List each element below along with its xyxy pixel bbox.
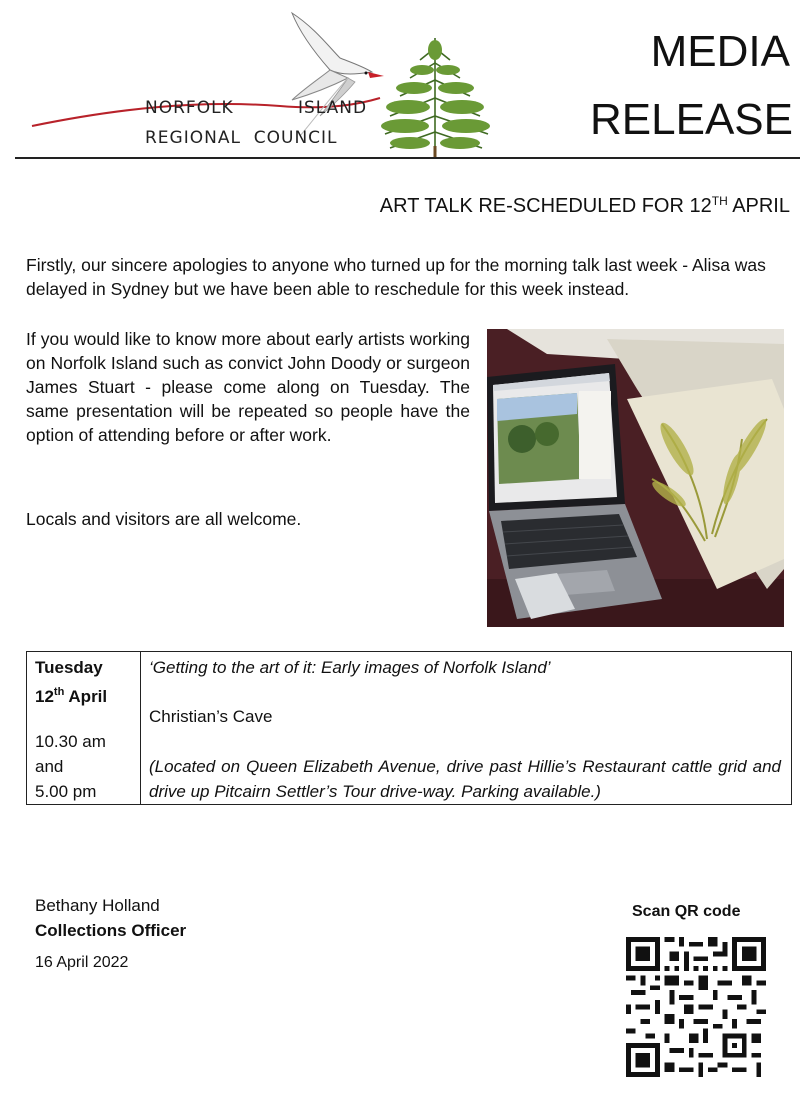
council-logo	[30, 8, 510, 158]
release-date: 16 April 2022	[35, 954, 129, 971]
table-column-divider	[140, 652, 141, 804]
logo-text-norfolk: NORFOLK	[145, 98, 234, 118]
details-paragraph: If you would like to know more about early artists working on Norfolk Island such as convict John Doody or surgeon James Stuart - please come along on Tuesday. The same presentation will be repeated so people have the option of attending before or after work.	[26, 329, 470, 445]
headline-prefix: ART TALK RE-SCHEDULED FOR 12	[379, 195, 712, 217]
event-date-suffix: th	[53, 686, 65, 698]
event-details-table	[26, 651, 792, 805]
welcome-paragraph: Locals and visitors are all welcome.	[26, 509, 302, 529]
title-line-media: MEDIA	[650, 27, 790, 76]
intro-paragraph: Firstly, our sincere apologies to anyone who turned up for the morning talk last week - Alisa was delayed in Sydney but we have been able to reschedule for this week instead.	[26, 255, 766, 299]
headline-suffix: APRIL	[727, 195, 790, 217]
event-date	[35, 680, 107, 709]
qr-code-label: Scan QR code	[632, 903, 741, 920]
logo-text-regional-council: REGIONAL COUNCIL	[145, 128, 338, 148]
media-release-title	[590, 18, 793, 154]
qr-code-image	[626, 937, 766, 1077]
header-divider	[15, 157, 800, 159]
event-venue: Christian’s Cave	[149, 707, 273, 726]
title-line-release: RELEASE	[590, 95, 793, 144]
talk-title: ‘Getting to the art of it: Early images of Norfolk Island’	[149, 658, 551, 677]
event-time-1: 10.30 am	[35, 732, 106, 751]
signature-block	[35, 893, 186, 943]
laptop-artwork-photo	[487, 329, 784, 627]
event-time-and: and	[35, 757, 64, 776]
event-day: Tuesday	[35, 658, 103, 677]
event-date-number: 12	[35, 687, 54, 706]
officer-role: Collections Officer	[35, 921, 187, 940]
event-time-2: 5.00 pm	[35, 782, 97, 801]
headline-superscript: TH	[711, 194, 728, 208]
officer-name: Bethany Holland	[35, 896, 160, 915]
headline	[380, 194, 790, 218]
qr-code[interactable]	[626, 937, 766, 1077]
event-directions: (Located on Queen Elizabeth Avenue, drive past Hillie’s Restaurant cattle grid and drive up Pitcairn Settler’s Tour drive-way. Parking available.)	[149, 757, 781, 801]
logo-text-island: ISLAND	[298, 98, 368, 118]
event-date-month: April	[64, 687, 108, 706]
